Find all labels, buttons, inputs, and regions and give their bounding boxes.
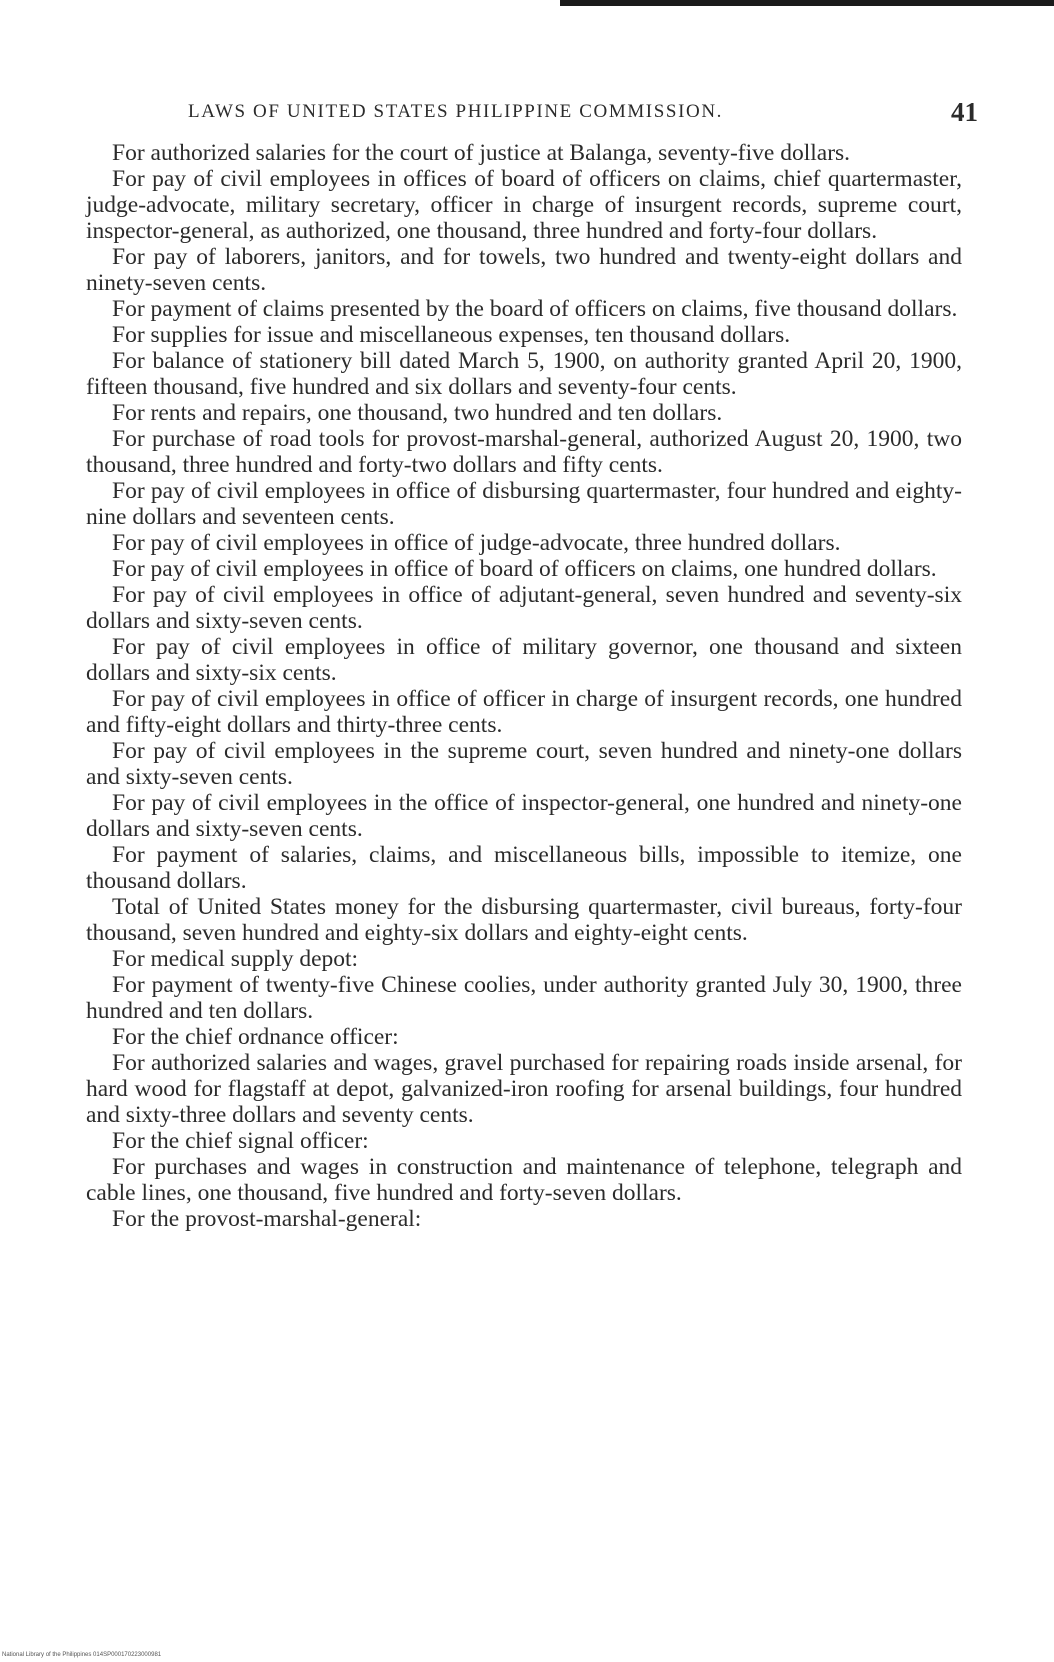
paragraph: For pay of civil employees in office of disbursing quartermaster, four hundred and eighty-nine dollars and seventeen cents. (86, 478, 962, 530)
paragraph: For pay of civil employees in the office of inspector-general, one hundred and ninety-one dollars and sixty-seven cents. (86, 790, 962, 842)
paragraph: For balance of stationery bill dated March 5, 1900, on authority granted April 20, 1900, fifteen thousand, five hundred and six dollars and seventy-four cents. (86, 348, 962, 400)
paragraph: For authorized salaries and wages, gravel purchased for repairing roads inside arsenal, for hard wood for flagstaff at depot, galvanized-iron roofing for arsenal buildings, four hundred and sixty-three dollars and seventy cents. (86, 1050, 962, 1128)
paragraph: For payment of twenty-five Chinese coolies, under authority granted July 30, 1900, three hundred and ten dollars. (86, 972, 962, 1024)
top-edge-rule (560, 0, 1054, 6)
paragraph: For rents and repairs, one thousand, two hundred and ten dollars. (112, 400, 723, 426)
paragraph: For payment of salaries, claims, and miscellaneous bills, impossible to itemize, one thousand dollars. (86, 842, 962, 894)
running-head (188, 95, 978, 129)
paragraph: For supplies for issue and miscellaneous expenses, ten thousand dollars. (112, 322, 791, 348)
paragraph: For pay of civil employees in office of adjutant-general, seven hundred and seventy-six dollars and sixty-seven cents. (86, 582, 962, 634)
paragraph: For the provost-marshal-general: (112, 1206, 422, 1232)
paragraph: For pay of civil employees in the supreme court, seven hundred and ninety-one dollars and sixty-seven cents. (86, 738, 962, 790)
paragraph: For pay of civil employees in office of board of officers on claims, one hundred dollars. (112, 556, 937, 582)
paragraph: For authorized salaries for the court of justice at Balanga, seventy-five dollars. (112, 140, 851, 166)
scan-footer-note: National Library of the Philippines 014SP000170223000981 (2, 1652, 162, 1658)
paragraph: For purchase of road tools for provost-marshal-general, authorized August 20, 1900, two thousand, three hundred and forty-two dollars and fifty cents. (86, 426, 962, 478)
paragraph: For pay of civil employees in offices of board of officers on claims, chief quartermaster, judge-advocate, military secretary, officer in charge of insurgent records, supreme court, inspector-general, as authorized, one thousand, three hundred and forty-four dollars. (86, 166, 962, 244)
paragraph: For the chief ordnance officer: (112, 1024, 399, 1050)
paragraph: For the chief signal officer: (112, 1128, 369, 1154)
paragraph: For pay of laborers, janitors, and for towels, two hundred and twenty-eight dollars and ninety-seven cents. (86, 244, 962, 296)
paragraph: For medical supply depot: (112, 946, 359, 972)
page-number: 41 (951, 97, 978, 127)
paragraph: Total of United States money for the disbursing quartermaster, civil bureaus, forty-four thousand, seven hundred and eighty-six dollars and eighty-eight cents. (86, 894, 962, 946)
body-text (86, 140, 962, 1232)
paragraph: For payment of claims presented by the board of officers on claims, five thousand dollars. (112, 296, 958, 322)
paragraph: For pay of civil employees in office of officer in charge of insurgent records, one hundred and fifty-eight dollars and thirty-three cents. (86, 686, 962, 738)
running-title: LAWS OF UNITED STATES PHILIPPINE COMMISSION. (188, 101, 723, 122)
paragraph: For pay of civil employees in office of military governor, one thousand and sixteen dollars and sixty-six cents. (86, 634, 962, 686)
paragraph: For purchases and wages in construction and maintenance of telephone, telegraph and cable lines, one thousand, five hundred and forty-seven dollars. (86, 1154, 962, 1206)
paragraph: For pay of civil employees in office of judge-advocate, three hundred dollars. (112, 530, 841, 556)
